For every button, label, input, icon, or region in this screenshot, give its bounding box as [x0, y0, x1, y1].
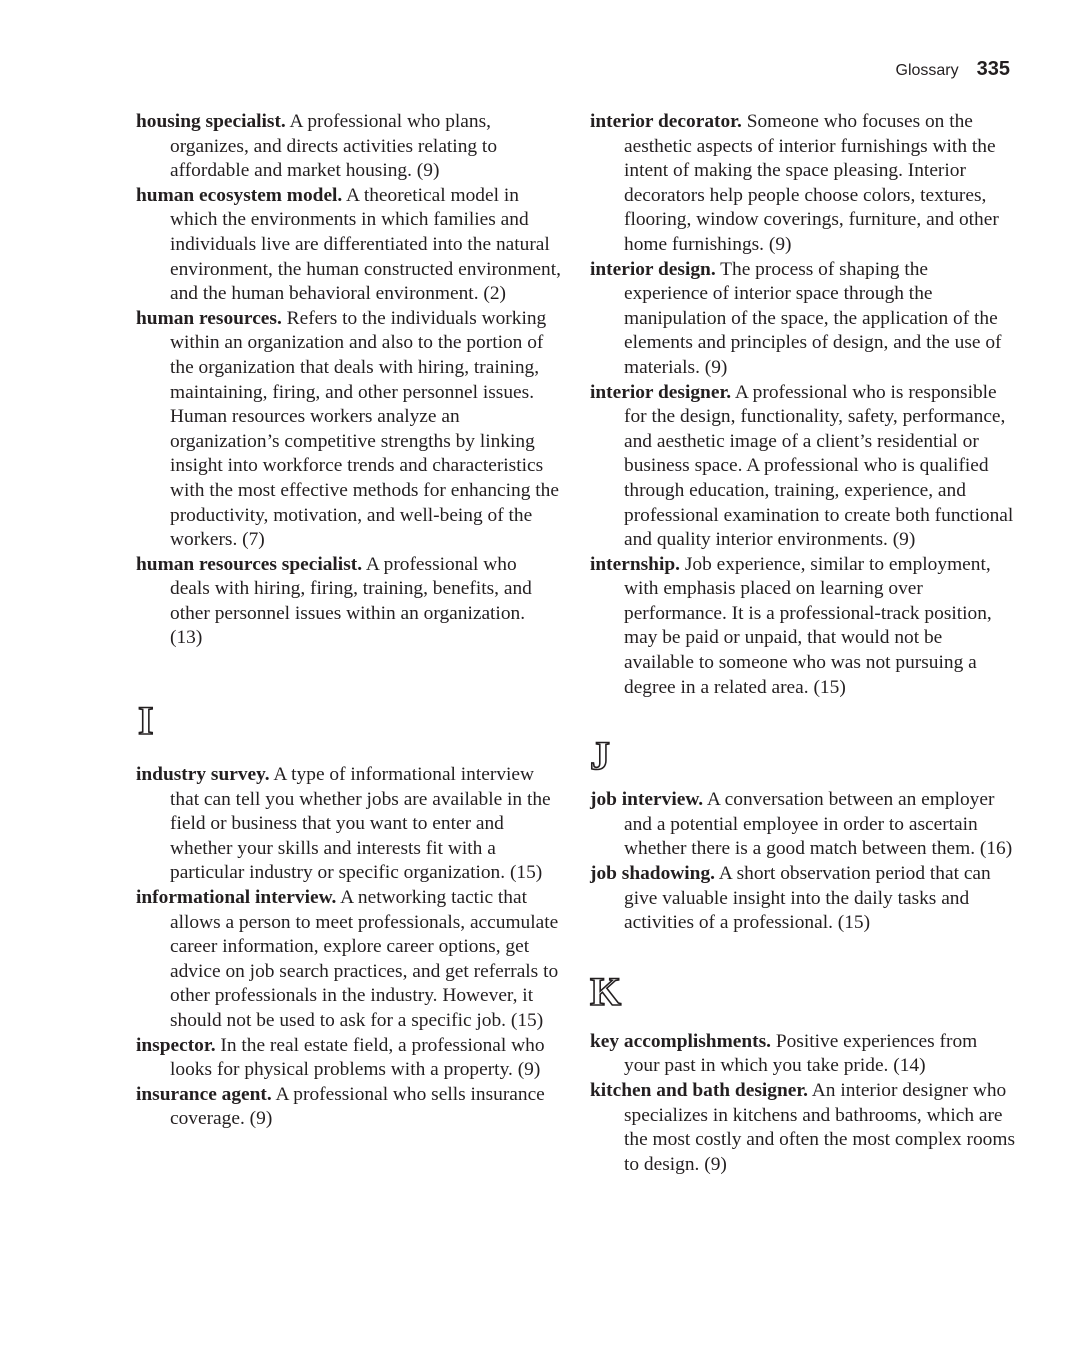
glossary-entry [136, 886, 561, 1034]
glossary-term: housing specialist. [136, 111, 286, 132]
glossary-term: human resources. [136, 307, 282, 329]
right-column [590, 110, 1015, 1177]
glossary-term: human resources specialist. [136, 553, 363, 575]
glossary-entry [136, 553, 561, 651]
glossary-definition: The process of shaping the experience of interior space through the manipulation of the space, the application of the elements and principles of design, and the use of materials. (9) [624, 258, 1002, 378]
glossary-term: job shadowing. [590, 863, 716, 885]
glossary-definition: A professional who is responsible for the design, functionality, safety, performance, and aesthetic image of a client’s residential or business space. A professional who is qualified through education, training, experience, and professional examination to create both functional and quality interior environments. (9) [624, 381, 1014, 551]
glossary-term: human ecosystem model. [136, 184, 343, 206]
glossary-term: informational interview. [136, 887, 337, 909]
glossary-entry [590, 788, 1015, 862]
glossary-term: internship. [590, 553, 680, 575]
glossary-entry [590, 1079, 1015, 1177]
glossary-definition: An interior designer who specializes in kitchens and bathrooms, which are the most costly and often the most complex rooms to design. (9) [624, 1080, 1015, 1175]
section-title: Glossary [895, 62, 959, 79]
glossary-entry [590, 862, 1015, 936]
glossary-definition: A theoretical model in which the environments in which families and individuals live are differentiated into the natural environment, the human constructed environment, and the human behavioral environment. (2) [170, 184, 561, 305]
glossary-term: interior designer. [590, 381, 732, 403]
glossary-definition: A professional who plans, organizes, and directs activities relating to affordable and market housing. (9) [170, 111, 498, 182]
glossary-term: key accomplishments. [590, 1030, 771, 1052]
glossary-definition: A professional who sells insurance coverage. (9) [170, 1083, 545, 1130]
glossary-entry [590, 258, 1015, 381]
glossary-entry [590, 553, 1015, 701]
glossary-entry [136, 1083, 561, 1132]
glossary-entry [136, 1034, 561, 1083]
section-letter-j: J [590, 733, 610, 779]
glossary-definition: Positive experiences from your past in which you take pride. (14) [624, 1030, 978, 1077]
glossary-definition: Job experience, similar to employment, with emphasis placed on learning over performance. It is a professional-track position, may be paid or unpaid, that would not be available to someone who was not pursuing a degree in a related area. (15) [624, 553, 992, 698]
glossary-definition: A short observation period that can give valuable insight into the daily tasks and activities of a professional. (15) [624, 863, 991, 934]
glossary-entry [136, 184, 561, 307]
section-letter-k: K [590, 968, 622, 1014]
glossary-definition: Refers to the individuals working within an organization and also to the portion of the organization that deals with hiring, training, maintaining, firing, and other personnel issues. Human resources workers analyze an organization’s competitive strengths by linking insight into workforce trends and characteristics with the most effective methods for enhancing the productivity, motivation, and well-being of the workers. (7) [170, 307, 559, 551]
section-letter-i: I [138, 698, 154, 744]
glossary-entry [136, 763, 561, 886]
glossary-term: industry survey. [136, 764, 270, 786]
glossary-definition: A professional who deals with hiring, firing, training, benefits, and other personnel issues within an organization. (13) [170, 553, 532, 649]
page-number: 335 [976, 58, 1010, 80]
glossary-term: kitchen and bath designer. [590, 1080, 809, 1101]
glossary-term: job interview. [590, 789, 704, 811]
glossary-definition: In the real estate field, a professional who looks for physical problems with a property. (9) [170, 1034, 545, 1081]
glossary-term: inspector. [136, 1034, 216, 1056]
glossary-entry [136, 110, 561, 184]
glossary-entry [590, 110, 1015, 258]
glossary-term: insurance agent. [136, 1083, 272, 1105]
glossary-definition: A conversation between an employer and a potential employee in order to ascertain whether there is a good match between them. (16) [624, 789, 1013, 860]
glossary-term: interior design. [590, 258, 716, 280]
left-column [136, 110, 561, 1132]
glossary-term: interior decorator. [590, 111, 742, 132]
glossary-entry [136, 307, 561, 553]
glossary-definition: A type of informational interview that can tell you whether jobs are available in the field or business that you want to enter and whether your skills and interests fit with a particular industry or specific organization. (15) [170, 764, 551, 884]
glossary-definition: Someone who focuses on the aesthetic aspects of interior furnishings with the intent of making the space pleasing. Interior decorators help people choose colors, textures, flooring, window coverings, furniture, and other home furnishings. (9) [624, 111, 999, 255]
glossary-definition: A networking tactic that allows a person to meet professionals, accumulate career information, explore career options, get advice on job search practices, and get referrals to other professionals in the industry. However, it should not be used to ask for a specific job. (15) [170, 887, 559, 1031]
glossary-entry [590, 1030, 1015, 1079]
running-header [896, 58, 1011, 81]
glossary-entry [590, 381, 1015, 553]
